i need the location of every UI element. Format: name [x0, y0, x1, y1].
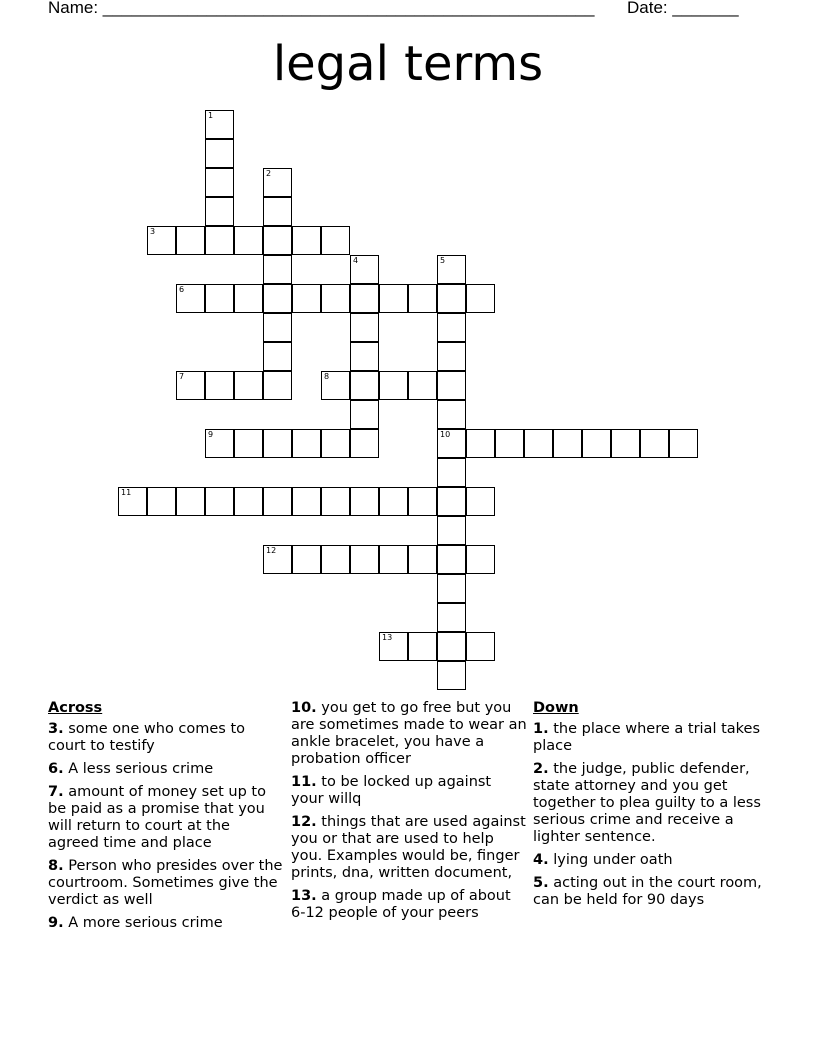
clue-number-label: 12: [266, 546, 277, 555]
grid-cell[interactable]: [350, 487, 379, 516]
clue-number-label: 10: [440, 430, 451, 439]
grid-cell[interactable]: [640, 429, 669, 458]
clue-text: the judge, public defender, state attorney and you get together to plea guilty to a less serious crime and receive a lighter sentence.: [533, 761, 761, 845]
grid-cell[interactable]: [263, 197, 292, 226]
grid-cell[interactable]: [379, 487, 408, 516]
across-heading: Across: [48, 700, 103, 716]
grid-cell[interactable]: [205, 139, 234, 168]
clue-number: 10.: [291, 700, 317, 716]
grid-cell[interactable]: [263, 545, 292, 574]
grid-cell[interactable]: [408, 632, 437, 661]
grid-cell[interactable]: [263, 168, 292, 197]
down-clues-column: [533, 700, 769, 915]
grid-cell[interactable]: [437, 342, 466, 371]
clue-number-label: 6: [179, 285, 185, 294]
grid-cell[interactable]: [176, 371, 205, 400]
grid-cell[interactable]: [437, 545, 466, 574]
grid-cell[interactable]: [205, 487, 234, 516]
clue-item: [291, 700, 527, 768]
grid-cell[interactable]: [321, 371, 350, 400]
grid-cell[interactable]: [234, 487, 263, 516]
clue-number: 7.: [48, 784, 64, 800]
grid-cell[interactable]: [147, 487, 176, 516]
grid-cell[interactable]: [350, 284, 379, 313]
down-heading: Down: [533, 700, 579, 716]
grid-cell[interactable]: [292, 429, 321, 458]
clue-item: [48, 915, 284, 932]
clue-number-label: 5: [440, 256, 446, 265]
name-field-label: Name: ____________________________________________________: [48, 0, 595, 17]
grid-cell[interactable]: [437, 313, 466, 342]
clue-text: a group made up of about 6-12 people of your peers: [291, 888, 511, 921]
clue-item: [48, 721, 284, 755]
clue-text: things that are used against you or that are used to help you. Examples would be, finger prints, dna, written document,: [291, 814, 526, 881]
grid-cell[interactable]: [379, 284, 408, 313]
grid-cell[interactable]: [263, 342, 292, 371]
clue-text: A more serious crime: [63, 915, 223, 931]
grid-cell[interactable]: [495, 429, 524, 458]
clue-number-label: 9: [208, 430, 214, 439]
grid-cell[interactable]: [176, 226, 205, 255]
grid-cell[interactable]: [350, 400, 379, 429]
clue-number: 12.: [291, 814, 317, 830]
grid-cell[interactable]: [466, 545, 495, 574]
grid-cell[interactable]: [118, 487, 147, 516]
grid-cell[interactable]: [205, 197, 234, 226]
clue-number: 9.: [48, 915, 64, 931]
clue-number-label: 2: [266, 169, 272, 178]
grid-cell[interactable]: [321, 429, 350, 458]
grid-cell[interactable]: [263, 284, 292, 313]
clue-item: [291, 888, 527, 922]
grid-cell[interactable]: [263, 255, 292, 284]
grid-cell[interactable]: [205, 168, 234, 197]
grid-cell[interactable]: [292, 487, 321, 516]
grid-cell[interactable]: [408, 371, 437, 400]
clue-text: to be locked up against your willq: [291, 774, 492, 807]
grid-cell[interactable]: [611, 429, 640, 458]
clue-text: lying under oath: [548, 852, 673, 868]
grid-cell[interactable]: [437, 603, 466, 632]
clue-item: [48, 858, 284, 909]
clue-number-label: 1: [208, 111, 214, 120]
grid-cell[interactable]: [350, 342, 379, 371]
clue-number: 4.: [533, 852, 549, 868]
grid-cell[interactable]: [205, 110, 234, 139]
clue-number: 11.: [291, 774, 317, 790]
grid-cell[interactable]: [437, 516, 466, 545]
clue-text: the place where a trial takes place: [533, 721, 761, 754]
grid-cell[interactable]: [176, 487, 205, 516]
grid-cell[interactable]: [582, 429, 611, 458]
clue-item: [533, 761, 769, 846]
grid-cell[interactable]: [234, 226, 263, 255]
clue-text: amount of money set up to be paid as a promise that you will return to court at the agreed time and place: [48, 784, 266, 851]
clue-number-label: 13: [382, 633, 393, 642]
grid-cell[interactable]: [350, 371, 379, 400]
clue-number-label: 4: [353, 256, 359, 265]
clue-text: Person who presides over the courtroom. Sometimes give the verdict as well: [48, 858, 283, 908]
clue-number: 1.: [533, 721, 549, 737]
clue-item: [48, 761, 284, 778]
grid-cell[interactable]: [669, 429, 698, 458]
clue-text: acting out in the court room, can be held for 90 days: [533, 875, 762, 908]
grid-cell[interactable]: [292, 284, 321, 313]
clue-number: 6.: [48, 761, 64, 777]
clue-number-label: 7: [179, 372, 185, 381]
grid-cell[interactable]: [437, 284, 466, 313]
grid-cell[interactable]: [437, 458, 466, 487]
puzzle-title: legal terms: [272, 36, 544, 92]
grid-cell[interactable]: [205, 371, 234, 400]
grid-cell[interactable]: [263, 487, 292, 516]
grid-cell[interactable]: [263, 371, 292, 400]
across-clues-column-2: [291, 700, 527, 928]
grid-cell[interactable]: [437, 574, 466, 603]
grid-cell[interactable]: [379, 545, 408, 574]
clue-item: [533, 875, 769, 909]
grid-cell[interactable]: [437, 255, 466, 284]
grid-cell[interactable]: [147, 226, 176, 255]
grid-cell[interactable]: [350, 429, 379, 458]
grid-cell[interactable]: [321, 284, 350, 313]
grid-cell[interactable]: [553, 429, 582, 458]
grid-cell[interactable]: [321, 545, 350, 574]
grid-cell[interactable]: [437, 429, 466, 458]
grid-cell[interactable]: [263, 429, 292, 458]
clue-text: you get to go free but you are sometimes made to wear an ankle bracelet, you have a probation officer: [291, 700, 527, 767]
clue-item: [533, 721, 769, 755]
clue-number: 3.: [48, 721, 64, 737]
grid-cell[interactable]: [350, 545, 379, 574]
grid-cell[interactable]: [234, 371, 263, 400]
grid-cell[interactable]: [234, 284, 263, 313]
grid-cell[interactable]: [524, 429, 553, 458]
across-clues-column-1: [48, 700, 284, 938]
clue-number: 13.: [291, 888, 317, 904]
grid-cell[interactable]: [466, 632, 495, 661]
clue-item: [291, 774, 527, 808]
grid-cell[interactable]: [466, 487, 495, 516]
clue-number-label: 3: [150, 227, 156, 236]
grid-cell[interactable]: [350, 313, 379, 342]
grid-cell[interactable]: [437, 400, 466, 429]
clue-item: [533, 852, 769, 869]
grid-cell[interactable]: [205, 226, 234, 255]
grid-cell[interactable]: [437, 661, 466, 690]
grid-cell[interactable]: [321, 487, 350, 516]
clue-number: 2.: [533, 761, 549, 777]
grid-cell[interactable]: [466, 284, 495, 313]
grid-cell[interactable]: [292, 545, 321, 574]
grid-cell[interactable]: [350, 255, 379, 284]
grid-cell[interactable]: [408, 545, 437, 574]
grid-cell[interactable]: [437, 632, 466, 661]
clue-item: [48, 784, 284, 852]
clue-number-label: 8: [324, 372, 330, 381]
grid-cell[interactable]: [408, 284, 437, 313]
date-field-label: Date: _______: [627, 0, 739, 17]
grid-cell[interactable]: [408, 487, 437, 516]
grid-cell[interactable]: [466, 429, 495, 458]
grid-cell[interactable]: [379, 371, 408, 400]
clue-text: A less serious crime: [63, 761, 214, 777]
clue-item: [291, 814, 527, 882]
clue-text: some one who comes to court to testify: [48, 721, 246, 754]
grid-cell[interactable]: [205, 429, 234, 458]
clue-number: 8.: [48, 858, 64, 874]
grid-cell[interactable]: [321, 226, 350, 255]
grid-cell[interactable]: [263, 313, 292, 342]
grid-cell[interactable]: [234, 429, 263, 458]
grid-cell[interactable]: [205, 284, 234, 313]
grid-cell[interactable]: [437, 371, 466, 400]
clue-number: 5.: [533, 875, 549, 891]
grid-cell[interactable]: [437, 487, 466, 516]
grid-cell[interactable]: [176, 284, 205, 313]
clue-number-label: 11: [121, 488, 132, 497]
grid-cell[interactable]: [263, 226, 292, 255]
grid-cell[interactable]: [379, 632, 408, 661]
grid-cell[interactable]: [292, 226, 321, 255]
